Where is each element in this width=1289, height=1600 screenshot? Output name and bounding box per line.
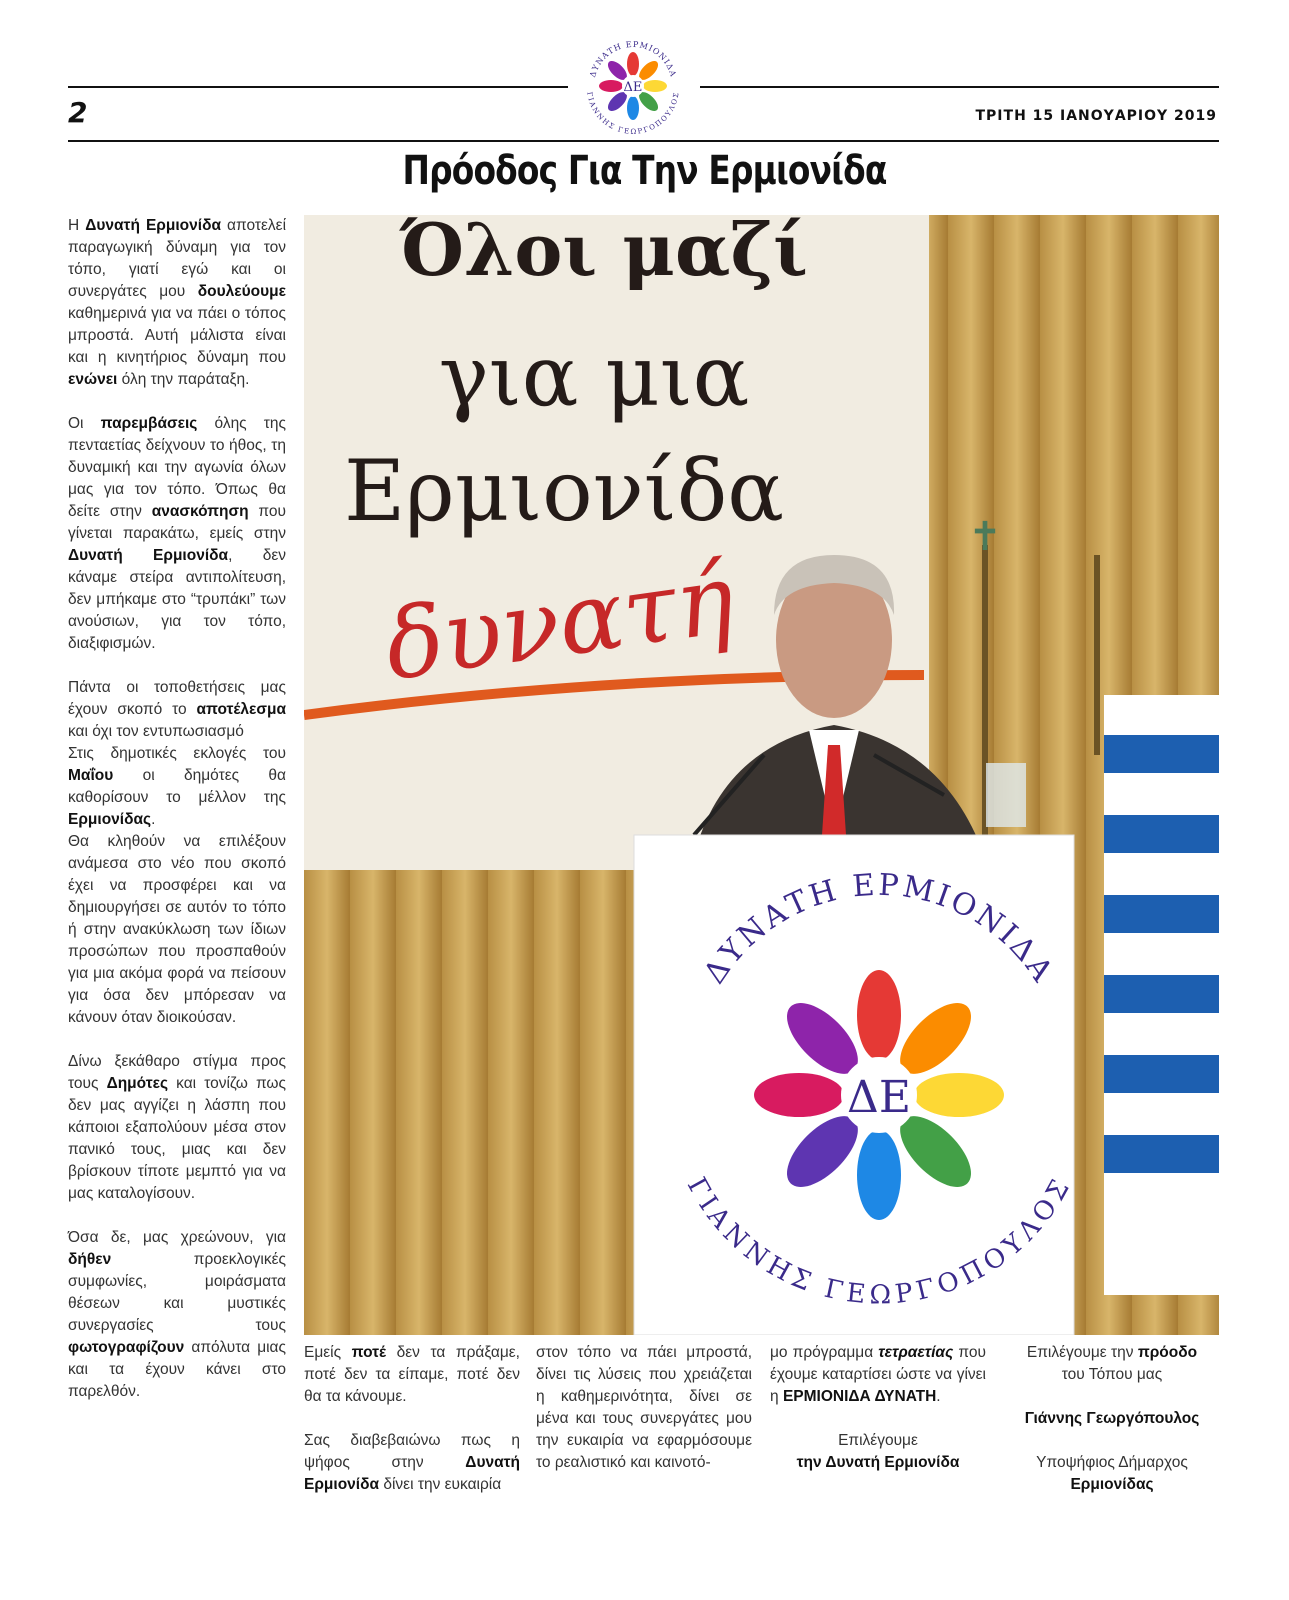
closing-line-1: Επιλέγουμε την πρόοδο: [1026, 1344, 1198, 1361]
paragraph: [68, 413, 286, 655]
headline: Πρόοδος Για Την Ερμιονίδα: [402, 148, 887, 194]
bold-text: Δημότες: [106, 1075, 169, 1092]
text-run: Θα κληθούν να επιλέξουν ανάμεσα στο νέο που σκοπό έχει να προσφέρει και να δημιουργήσει σε αυτόν το τόπο ή στην ανακύκλωση των ίδιων προσώπων που προσπαθούν για μια ακόμα φορά να πείσουν για όσα δεν μπόρεσαν να κάνουν όταν διοικούσαν.: [68, 833, 286, 1026]
text-run: Εμείς: [304, 1344, 352, 1361]
paragraph: [68, 743, 286, 831]
article-column-4: [770, 1342, 986, 1474]
bold-text: Δυνατή Ερμιονίδα: [85, 217, 222, 234]
paragraph: [68, 1227, 286, 1403]
svg-text:ΔΕ: ΔΕ: [623, 80, 643, 95]
signature: Γιάννης Γεωργόπουλος: [1024, 1410, 1200, 1427]
paragraph: [68, 215, 286, 391]
banner-line-2: για μια: [438, 327, 750, 425]
article-column-1: [68, 215, 286, 1425]
text-run: .: [151, 811, 156, 828]
banner-line-1: Όλοι μαζί: [400, 215, 808, 292]
text-run: Πάντα οι τοποθετήσεις μας έχουν σκοπό το: [68, 679, 286, 718]
text-run: απόλυτα μιας και τα έχουν κάνει στο παρελθόν.: [68, 1339, 286, 1400]
article-column-3: [536, 1342, 752, 1496]
text-run: στον τόπο να πάει μπροστά, δίνει τις λύσεις που χρειάζεται η καθημερινότητα, δίνει σε μένα και τους συνεργάτες μου την ευκαιρία να εφαρμόσουμε το ρεαλιστικό και καινοτό-: [536, 1344, 752, 1471]
paragraph: [770, 1342, 986, 1408]
greek-flag: [1104, 695, 1219, 1295]
svg-text:ΔΥΝΑΤΗ ΕΡΜΙΟΝΙΔΑ: ΔΥΝΑΤΗ ΕΡΜΙΟΝΙΔΑ: [697, 867, 1061, 991]
bold-text: δουλεύουμε: [197, 283, 286, 300]
page-number: 2: [68, 96, 88, 129]
text-run: και τονίζω πως δεν μας αγγίζει η λάσπη που κάποιοι εξαπολύουν μέσα στον πανικό τους, μιας και δεν βρίσκουν τίποτε μεμπτό για να μας καταλογίσουν.: [68, 1075, 286, 1202]
header-rule-bottom: [68, 140, 1219, 142]
banner-script: δυνατή: [378, 542, 741, 703]
closing-line-2: του Τόπου μας: [1061, 1366, 1163, 1383]
text-run: Στις δημοτικές εκλογές του: [68, 745, 286, 762]
paragraph: [536, 1342, 752, 1474]
header-rule-left: [68, 86, 568, 88]
bold-text: δήθεν: [68, 1251, 112, 1268]
header-rule-right: [700, 86, 1219, 88]
paragraph: [68, 1051, 286, 1205]
text-run: καθημερινά για να πάει ο τόπος μπροστά. Αυτή μάλιστα είναι και η κινητήριος δύναμη που: [68, 305, 286, 366]
bold-text: Ερμιονίδας: [68, 811, 152, 828]
paragraph: [304, 1342, 520, 1408]
paragraph: [304, 1430, 520, 1496]
candidate-place: Ερμιονίδας: [1070, 1476, 1154, 1493]
text-run: Όσα δε, μας χρεώνουν, για: [68, 1229, 286, 1246]
bold-text: ΕΡΜΙΟΝΙΔΑ ΔΥΝΑΤΗ: [782, 1388, 937, 1405]
paragraph: [68, 677, 286, 743]
svg-text:ΔΥΝΑΤΗ ΕΡΜΙΟΝΙΔΑ: ΔΥΝΑΤΗ ΕΡΜΙΟΝΙΔΑ: [588, 39, 678, 79]
text-run: αποτελεί παραγωγική δύναμη για τον τόπο, γιατί εγώ και οι συνεργάτες μου: [68, 217, 287, 300]
text-run: μο πρόγραμμα: [770, 1344, 879, 1361]
bold-text: ανασκόπηση: [151, 503, 249, 520]
paragraph: [68, 831, 286, 1029]
bold-text: Μαΐου: [68, 767, 114, 784]
choose-line-1: Επιλέγουμε: [838, 1432, 918, 1449]
text-run: Οι: [68, 415, 101, 432]
candidate-photo: [304, 215, 1219, 1335]
bold-text: Δυνατή Ερμιονίδα: [68, 547, 229, 564]
text-run: που έχουμε καταρτίσει ώστε να γίνει η: [770, 1344, 986, 1405]
flag-pole-2: [1094, 555, 1100, 755]
issue-date: ΤΡΙΤΗ 15 ΙΑΝΟΥΑΡΙΟΥ 2019: [975, 108, 1217, 124]
bold-text: φωτογραφίζουν: [68, 1339, 185, 1356]
banner-line-3: Ερμιονίδα: [343, 442, 785, 540]
cross-icon: ✝: [968, 515, 1002, 559]
svg-text:ΓΙΑΝΝΗΣ ΓΕΩΡΓΟΠΟΥΛΟΣ: ΓΙΑΝΝΗΣ ΓΕΩΡΓΟΠΟΥΛΟΣ: [680, 1172, 1078, 1311]
text-run: , δεν κάναμε στείρα αντιπολίτευση, δεν μπήκαμε στο “τρυπάκι” των ανούσιων, για τον τόπο, διαξιφισμών.: [68, 547, 287, 652]
text-run: δεν τα πράξαμε, ποτέ δεν τα είπαμε, ποτέ δεν θα τα κάνουμε.: [304, 1344, 520, 1405]
text-run: Η: [68, 217, 86, 234]
article-column-5: [1004, 1342, 1220, 1496]
candidate-role: Υποψήφιος Δήμαρχος: [1036, 1454, 1188, 1471]
text-run: και όχι τον εντυπωσιασμό: [68, 723, 244, 740]
photo-illustration: [304, 215, 1219, 1335]
bold-text: ενώνει: [68, 371, 118, 388]
svg-text:ΓΙΑΝΝΗΣ ΓΕΩΡΓΟΠΟΥΛΟΣ: ΓΙΑΝΝΗΣ ΓΕΩΡΓΟΠΟΥΛΟΣ: [585, 91, 681, 136]
text-run: Σας διαβεβαιώνω πως η ψήφος στην: [304, 1432, 520, 1471]
bold-text: αποτέλεσμα: [196, 701, 286, 718]
bold-text: παρεμβάσεις: [100, 415, 198, 432]
choose-line-2: την Δυνατή Ερμιονίδα: [796, 1454, 960, 1471]
text-run: όλη την παράταξη.: [117, 371, 250, 388]
text-run: Δίνω ξεκάθαρο στίγμα προς τους: [68, 1053, 286, 1092]
text-run: όλης της πενταετίας δείχνουν το ήθος, τη δυναμική και την αγωνία όλων μας για τον τόπο. Όπως θα δείτε στην: [68, 415, 286, 520]
text-run: .: [936, 1388, 941, 1405]
text-run: προεκλογικές συμφωνίες, μοιράσματα θέσεων και μυστικές συνεργασίες τους: [68, 1251, 286, 1334]
article-column-2: [304, 1342, 520, 1518]
svg-text:ΔΕ: ΔΕ: [847, 1072, 911, 1123]
bold-text: τετραετίας: [878, 1344, 954, 1361]
text-run: δίνει την ευκαιρία: [379, 1476, 502, 1493]
text-run: οι δημότες θα καθορίσουν το μέλλον της: [68, 767, 286, 806]
party-logo: [578, 28, 688, 138]
bold-text: Δυνατή Ερμιονίδα: [304, 1454, 520, 1493]
text-run: που γίνεται παρακάτω, εμείς στην: [68, 503, 286, 542]
bold-text: ποτέ: [351, 1344, 387, 1361]
water-glass: [986, 763, 1026, 827]
